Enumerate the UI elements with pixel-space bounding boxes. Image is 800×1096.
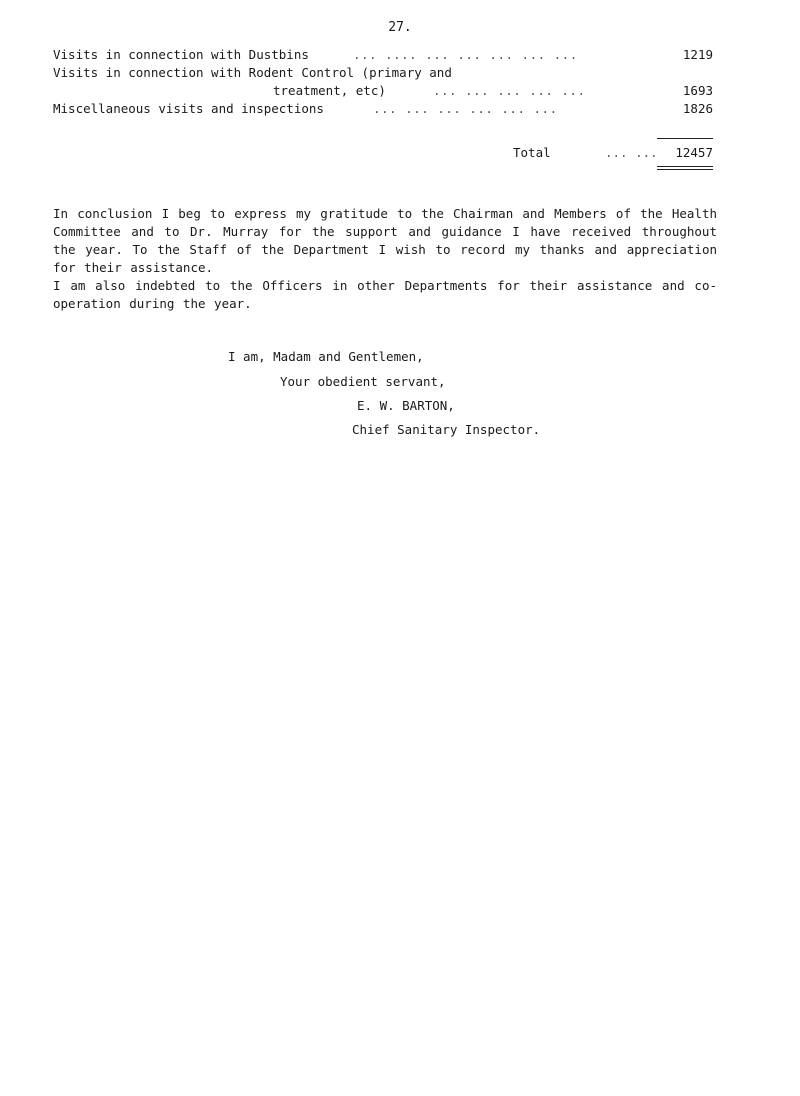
table-row [53,82,713,100]
total-block [53,134,713,174]
row-value: 1826 [682,101,713,116]
leader-dots: ... ... ... ... ... ... [373,101,558,116]
paragraph-indebted: I am also indebted to the Officers in other Departments for their assistance and co-operation during the year. [53,278,717,311]
paragraph-conclusion: In conclusion I beg to express my gratitude to the Chairman and Members of the Health Committee and to Dr. Murray for the support and guidance I have received throughout the year. To the Staff of the Department I wish to record my thanks and appreciation for their assistance. [53,206,717,275]
row-label: Miscellaneous visits and inspections [53,101,324,116]
visits-table [53,46,713,118]
table-row [53,64,713,82]
total-rule-top [657,138,713,139]
leader-dots: ... ... ... ... ... [433,83,586,98]
leader-dots: ... .... ... ... ... ... ... [353,47,578,62]
signatory-name: E. W. BARTON, [357,398,455,413]
total-value: 12457 [675,145,713,160]
table-row [53,100,713,118]
row-value: 1219 [682,47,713,62]
closing-salutation: I am, Madam and Gentlemen, [228,349,424,364]
total-row [513,144,713,162]
leader-dots: ... ... [605,145,658,160]
row-label: treatment, etc) [273,83,386,98]
table-row [53,46,713,64]
closing-complimentary: Your obedient servant, [280,374,446,389]
total-label: Total [513,145,551,160]
row-label: Visits in connection with Rodent Control (primary and [53,65,452,80]
signatory-title: Chief Sanitary Inspector. [352,422,541,437]
page-number: 27. [388,20,412,35]
row-label: Visits in connection with Dustbins [53,47,309,62]
total-rule-double [657,166,713,170]
row-value: 1693 [682,83,713,98]
